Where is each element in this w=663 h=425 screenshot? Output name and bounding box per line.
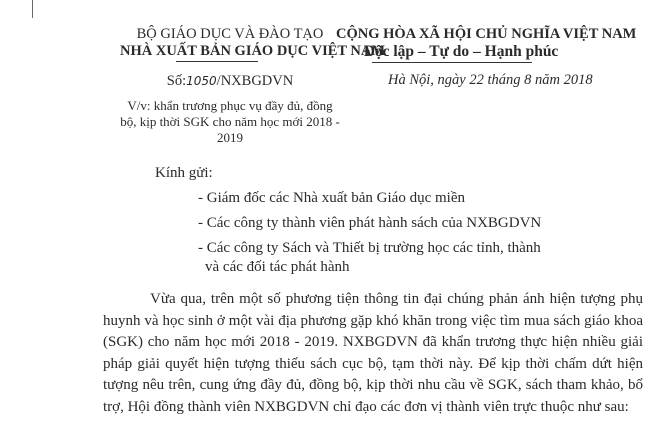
- subject-line: V/v: khẩn trương phục vụ đầy đủ, đồng bộ, kịp thời SGK cho năm học mới 2018 - 2019: [120, 98, 340, 145]
- recipient-item: - Các công ty Sách và Thiết bị trường học các tỉnh, thành: [198, 240, 541, 256]
- recipient-item: - Các công ty thành viên phát hành sách của NXBGDVN: [198, 215, 542, 231]
- page-edge-line: [32, 0, 33, 18]
- doc-number-suffix: /NXBGDVN: [216, 73, 294, 89]
- national-motto: Độc lập – Tự do – Hạnh phúc: [363, 43, 559, 60]
- publisher-name: NHÀ XUẤT BẢN GIÁO DỤC VIỆT NAM: [120, 43, 386, 59]
- recipients-label: Kính gửi:: [155, 165, 213, 181]
- publisher-underline: [176, 61, 258, 62]
- recipient-item: và các đối tác phát hành: [205, 259, 350, 275]
- ministry-name: BỘ GIÁO DỤC VÀ ĐÀO TẠO: [136, 26, 324, 42]
- body-paragraph: Vừa qua, trên một số phương tiện thông tin đại chúng phản ánh hiện tượng phụ huynh và học sinh ở một vài địa phương gặp khó khăn trong việc tìm mua sách giáo khoa (SGK) cho năm học mới 2018 - 2019. NXBGDVN đã khẩn trương thực hiện nhiều giải pháp giải quyết hiện tượng thiếu sách cục bộ, tạm thời này. Để kịp thời chấm dứt hiện tượng nêu trên, cung ứng đầy đủ, đồng bộ, kịp thời nhu cầu về SGK, sách tham khảo, bổ trợ, Hội đồng thành viên NXBGDVN chỉ đạo các đơn vị thành viên trực thuộc như sau:: [103, 291, 643, 415]
- motto-underline: [372, 62, 532, 63]
- recipient-item: - Giám đốc các Nhà xuất bản Giáo dục miền: [198, 190, 465, 206]
- republic-name: CỘNG HÒA XÃ HỘI CHỦ NGHĨA VIỆT NAM: [336, 26, 637, 42]
- place-date: Hà Nội, ngày 22 tháng 8 năm 2018: [388, 72, 593, 88]
- document-number: [120, 73, 340, 90]
- doc-number-handwritten: 1050: [186, 74, 217, 88]
- doc-number-prefix: Số:: [166, 73, 187, 89]
